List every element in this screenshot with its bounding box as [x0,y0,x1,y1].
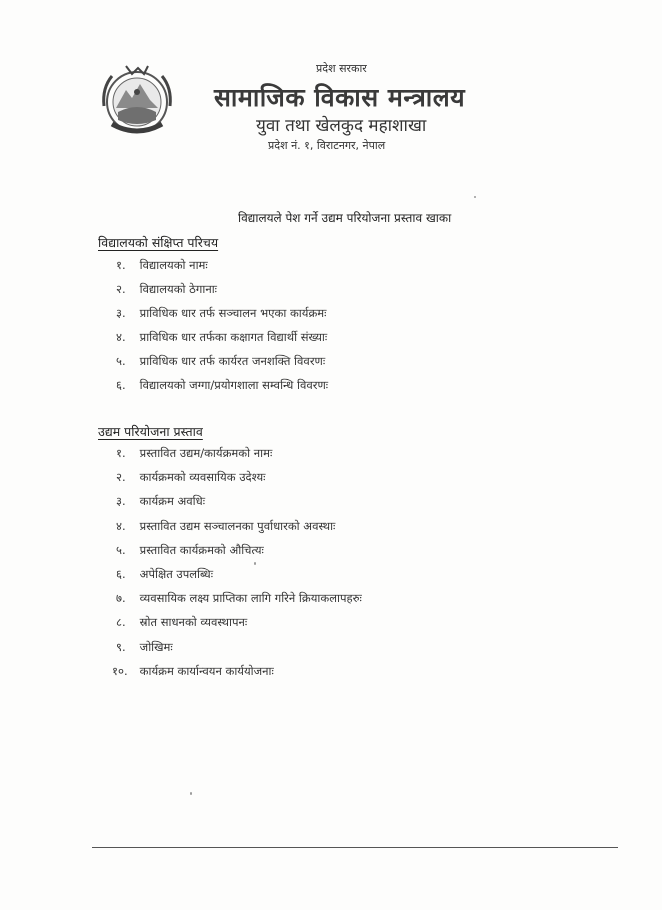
scan-speck [474,196,476,198]
scan-speck [254,562,256,565]
list-item: २. विद्यालयको ठेगानाः [116,282,218,296]
list-item: ४. प्राविधिक धार तर्फका कक्षागत विद्यार्थी संख्याः [116,330,328,344]
list-item: ५. प्रस्तावित कार्यक्रमको औचित्यः [116,542,264,557]
government-label: प्रदेश सरकार [316,62,367,75]
list-item: ४. प्रस्तावित उद्यम सञ्चालनका पुर्वाधारको अवस्थाः [116,518,336,533]
project-proposal-list [112,446,362,688]
list-item: १. प्रस्तावित उद्यम/कार्यक्रमको नामः [116,446,273,460]
form-title: विद्यालयले पेश गर्ने उद्यम परियोजना प्रस्ताव खाका [238,211,452,225]
list-item: १. विद्यालयको नामः [116,258,208,272]
address-line: प्रदेश नं. १, विराटनगर, नेपाल [268,139,386,152]
section-heading-project-proposal: उद्यम परियोजना प्रस्ताव [98,424,203,439]
list-item: ६. विद्यालयको जग्गा/प्रयोगशाला सम्वन्धि विवरणः [116,378,329,392]
ministry-title: सामाजिक विकास मन्त्रालय [214,83,466,112]
list-item: १०. कार्यक्रम कार्यान्वयन कार्ययोजनाः [112,663,274,678]
division-subtitle: युवा तथा खेलकुद महाशाखा [256,116,427,136]
list-item: ८. स्रोत साधनको व्यवस्थापनः [116,615,248,630]
list-item: ६. अपेक्षित उपलब्धिः [116,566,214,581]
school-intro-list [116,258,328,402]
list-item: ९. जोखिमः [116,639,173,654]
section-heading-school-intro: विद्यालयको संक्षिप्त परिचय [98,235,219,250]
list-item: ३. प्राविधिक धार तर्फ सञ्चालन भएका कार्यक्रमः [116,306,327,320]
list-item: २. कार्यक्रमको व्यवसायिक उदेश्यः [116,470,266,485]
list-item: ३. कार्यक्रम अवधिः [116,494,206,509]
nepal-emblem-icon [98,62,176,138]
list-item: ५. प्राविधिक धार तर्फ कार्यरत जनशक्ति विवरणः [116,354,326,368]
list-item: ७. व्यवसायिक लक्ष्य प्राप्तिका लागि गरिने क्रियाकलापहरुः [116,591,362,606]
footer-divider [92,847,618,848]
scan-speck [190,792,192,795]
